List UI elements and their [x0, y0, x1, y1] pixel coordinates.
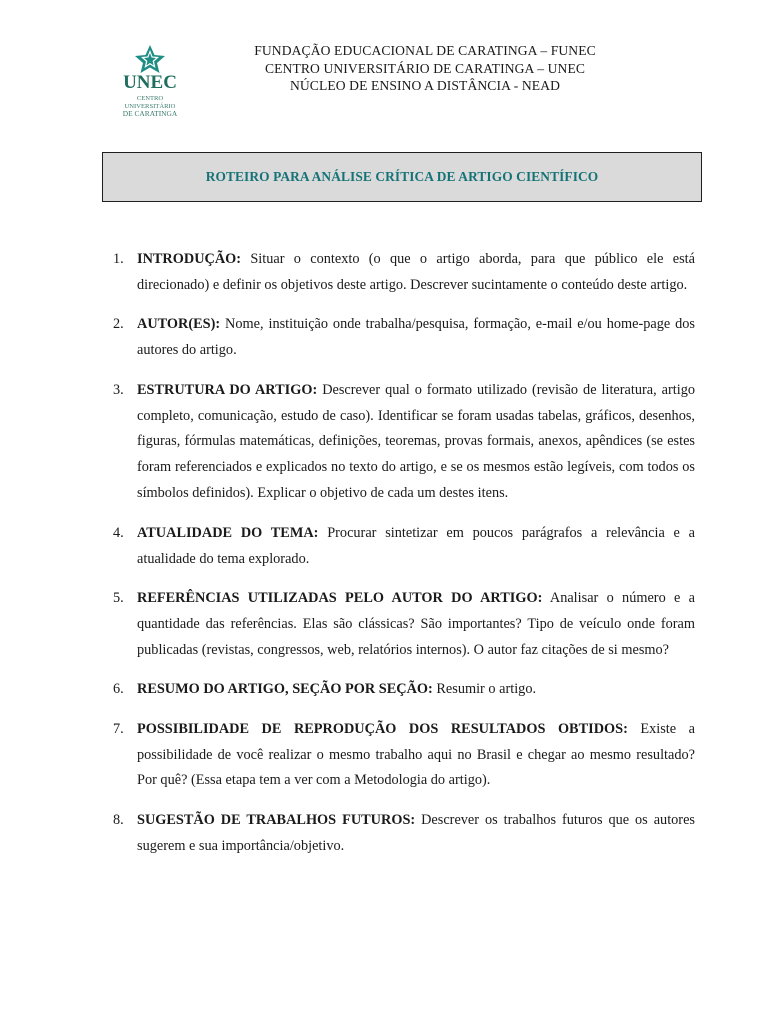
item-text: Descrever qual o formato utilizado (revisão de literatura, artigo completo, comunicação, estudo de caso). Identificar se foram usadas tabelas, gráficos, desenhos, figuras, fórmulas matemáticas, definições, teoremas, provas formais, anexos, apêndices (se estes foram referenciados e explicados no texto do artigo, e se os mesmos estão legíveis, com todos os símbolos definidos). Explicar o objetivo de cada um destes itens. [137, 381, 695, 502]
item-label: RESUMO DO ARTIGO, SEÇÃO POR SEÇÃO: [137, 681, 433, 698]
list-item [110, 586, 695, 664]
item-text: Nome, instituição onde trabalha/pesquisa, formação, e-mail e/ou home-page dos autores do artigo. [137, 316, 695, 359]
guide-list [110, 247, 695, 873]
list-item [110, 677, 695, 703]
list-item [110, 521, 695, 573]
item-number: 1. [113, 251, 124, 267]
logo-subtitle-1: CENTRO [136, 95, 164, 102]
list-item [110, 247, 695, 299]
item-number: 7. [113, 720, 124, 737]
institution-header [230, 42, 620, 95]
item-text: Existe a possibilidade de você realizar o mesmo trabalho aqui no Brasil e chegar ao mesmo resultado? Por quê? (Essa etapa tem a ver com a Metodologia do artigo). [137, 720, 695, 789]
logo-subtitle-3: DE CARATINGA [122, 109, 178, 118]
item-number: 6. [113, 681, 124, 698]
logo-name: UNEC [123, 72, 177, 93]
header-line-1: FUNDAÇÃO EDUCACIONAL DE CARATINGA – FUNEC [254, 43, 596, 58]
item-label: SUGESTÃO DE TRABALHOS FUTUROS: [137, 811, 416, 828]
star-icon [135, 45, 165, 73]
document-title: ROTEIRO PARA ANÁLISE CRÍTICA DE ARTIGO CIENTÍFICO [205, 169, 599, 184]
header-line-3: NÚCLEO DE ENSINO A DISTÂNCIA - NEAD [289, 78, 561, 93]
item-label: ATUALIDADE DO TEMA: [137, 524, 319, 541]
item-text: Resumir o artigo. [432, 681, 537, 698]
item-number: 3. [113, 381, 124, 398]
list-item [110, 808, 695, 860]
item-label: POSSIBILIDADE DE REPRODUÇÃO DOS RESULTADOS OBTIDOS: [137, 720, 628, 737]
item-label: ESTRUTURA DO ARTIGO: [137, 381, 318, 398]
item-label: AUTOR(ES): [137, 316, 221, 333]
unec-logo [116, 42, 192, 120]
item-number: 2. [113, 316, 124, 333]
list-item [110, 312, 695, 364]
item-text: Procurar sintetizar em poucos parágrafos a relevância e a atualidade do tema explorado. [137, 524, 696, 567]
list-item [110, 717, 695, 795]
item-number: 5. [113, 589, 124, 606]
item-number: 8. [113, 811, 124, 828]
item-label: INTRODUÇÃO: [137, 251, 242, 267]
document-title-box [102, 152, 702, 202]
item-label: REFERÊNCIAS UTILIZADAS PELO AUTOR DO ARTIGO: [137, 589, 543, 606]
list-item [110, 378, 695, 508]
item-number: 4. [113, 524, 124, 541]
header-line-2: CENTRO UNIVERSITÁRIO DE CARATINGA – UNEC [264, 60, 586, 76]
item-text: Descrever os trabalhos futuros que os autores sugerem e sua importância/objetivo. [137, 811, 695, 854]
logo-subtitle-2: UNIVERSITÁRIO [124, 103, 176, 110]
item-text: Situar o contexto (o que o artigo aborda, para que público ele está direcionado) e definir os objetivos deste artigo. Descrever sucintamente o conteúdo deste artigo. [137, 251, 695, 293]
item-text: Analisar o número e a quantidade das referências. Elas são clássicas? São importantes? Tipo de veículo onde foram publicadas (revistas, congressos, web, relatórios internos). O autor faz citações de si mesmo? [137, 589, 695, 658]
